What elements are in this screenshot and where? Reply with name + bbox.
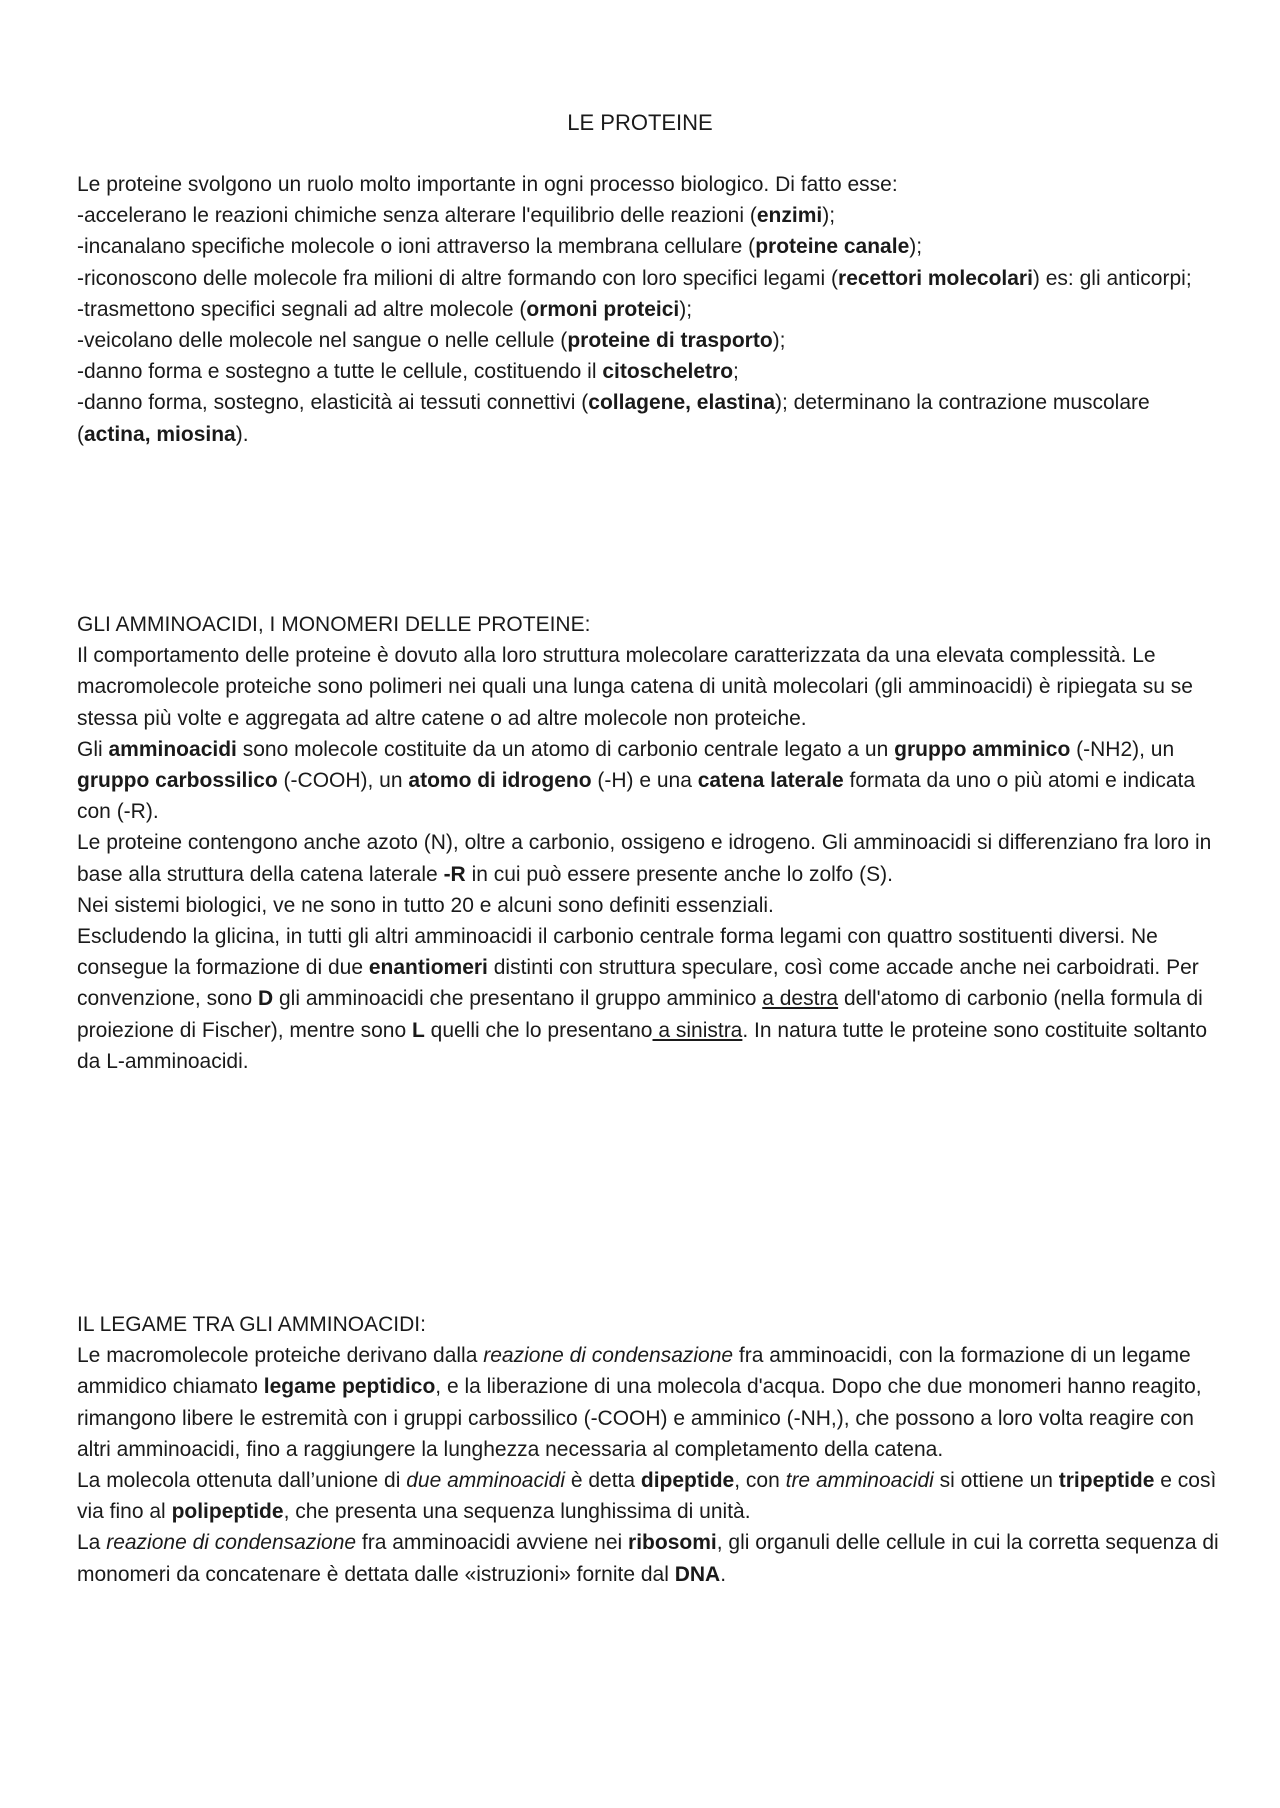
- section-amminoacidi: [77, 609, 1227, 1077]
- function-item: -danno forma, sostegno, elasticità ai tessuti connettivi (collagene, elastina); determinano la contrazione muscolare (actina, miosina).: [77, 391, 1150, 446]
- section-heading: GLI AMMINOACIDI, I MONOMERI DELLE PROTEINE:: [77, 613, 591, 636]
- page-title: LE PROTEINE: [567, 110, 713, 135]
- paragraph: Le proteine contengono anche azoto (N), oltre a carbonio, ossigeno e idrogeno. Gli amminoacidi si differenziano fra loro in base alla struttura della catena laterale -R in cui può essere presente anche lo zolfo (S).: [77, 831, 1212, 886]
- function-item: -accelerano le reazioni chimiche senza alterare l'equilibrio delle reazioni (enzimi);: [77, 204, 836, 228]
- paragraph: La reazione di condensazione fra amminoacidi avviene nei ribosomi, gli organuli delle cellule in cui la corretta sequenza di monomeri da concatenare è dettata dalle «istruzioni» fornite dal DNA.: [77, 1531, 1219, 1586]
- function-item: -trasmettono specifici segnali ad altre molecole (ormoni proteici);: [77, 297, 693, 321]
- paragraph: La molecola ottenuta dall’unione di due amminoacidi è detta dipeptide, con tre amminoacidi si ottiene un tripeptide e così via fino al polipeptide, che presenta una sequenza lunghissima di unità.: [77, 1469, 1217, 1524]
- section-heading: IL LEGAME TRA GLI AMMINOACIDI:: [77, 1313, 426, 1336]
- function-item: -danno forma e sostegno a tutte le cellule, costituendo il citoscheletro;: [77, 360, 739, 384]
- paragraph: Nei sistemi biologici, ve ne sono in tutto 20 e alcuni sono definiti essenziali.: [77, 893, 774, 917]
- function-item: -riconoscono delle molecole fra milioni di altre formando con loro specifici legami (recettori molecolari) es: gli anticorpi;: [77, 266, 1192, 290]
- paragraph: Escludendo la glicina, in tutti gli altri amminoacidi il carbonio centrale forma legami con quattro sostituenti diversi. Ne consegue la formazione di due enantiomeri distinti con struttura speculare, così come accade anche nei carboidrati. Per convenzione, sono D gli amminoacidi che presentano il gruppo amminico a destra dell'atomo di carbonio (nella formula di proiezione di Fischer), mentre sono L quelli che lo presentano a sinistra. In natura tutte le proteine sono costituite soltanto da L-amminoacidi.: [77, 925, 1207, 1073]
- paragraph: Il comportamento delle proteine è dovuto alla loro struttura molecolare caratterizzata da una elevata complessità. Le macromolecole proteiche sono polimeri nei quali una lunga catena di unità molecolari (gli amminoacidi) è ripiegata su se stessa più volte e aggregata ad altre catene o ad altre molecole non proteiche.: [77, 644, 1193, 730]
- paragraph: Le macromolecole proteiche derivano dalla reazione di condensazione fra amminoacidi, con la formazione di un legame ammidico chiamato legame peptidico, e la liberazione di una molecola d'acqua. Dopo che due monomeri hanno reagito, rimangono libere le estremità con i gruppi carbossilico (-COOH) e amminico (-NH,), che possono a loro volta reagire con altri amminoacidi, fino a raggiungere la lunghezza necessaria al completamento della catena.: [77, 1344, 1202, 1461]
- function-item: -veicolano delle molecole nel sangue o nelle cellule (proteine di trasporto);: [77, 329, 786, 353]
- paragraph: Gli amminoacidi sono molecole costituite da un atomo di carbonio centrale legato a un gruppo amminico (-NH2), un gruppo carbossilico (-COOH), un atomo di idrogeno (-H) e una catena laterale formata da uno o più atomi e indicata con (-R).: [77, 737, 1196, 824]
- intro-paragraph: Le proteine svolgono un ruolo molto importante in ogni processo biologico. Di fatto esse:: [77, 173, 898, 196]
- section-functions: [77, 169, 1227, 450]
- section-legame: [77, 1309, 1227, 1590]
- function-item: -incanalano specifiche molecole o ioni attraverso la membrana cellulare (proteine canale);: [77, 235, 923, 259]
